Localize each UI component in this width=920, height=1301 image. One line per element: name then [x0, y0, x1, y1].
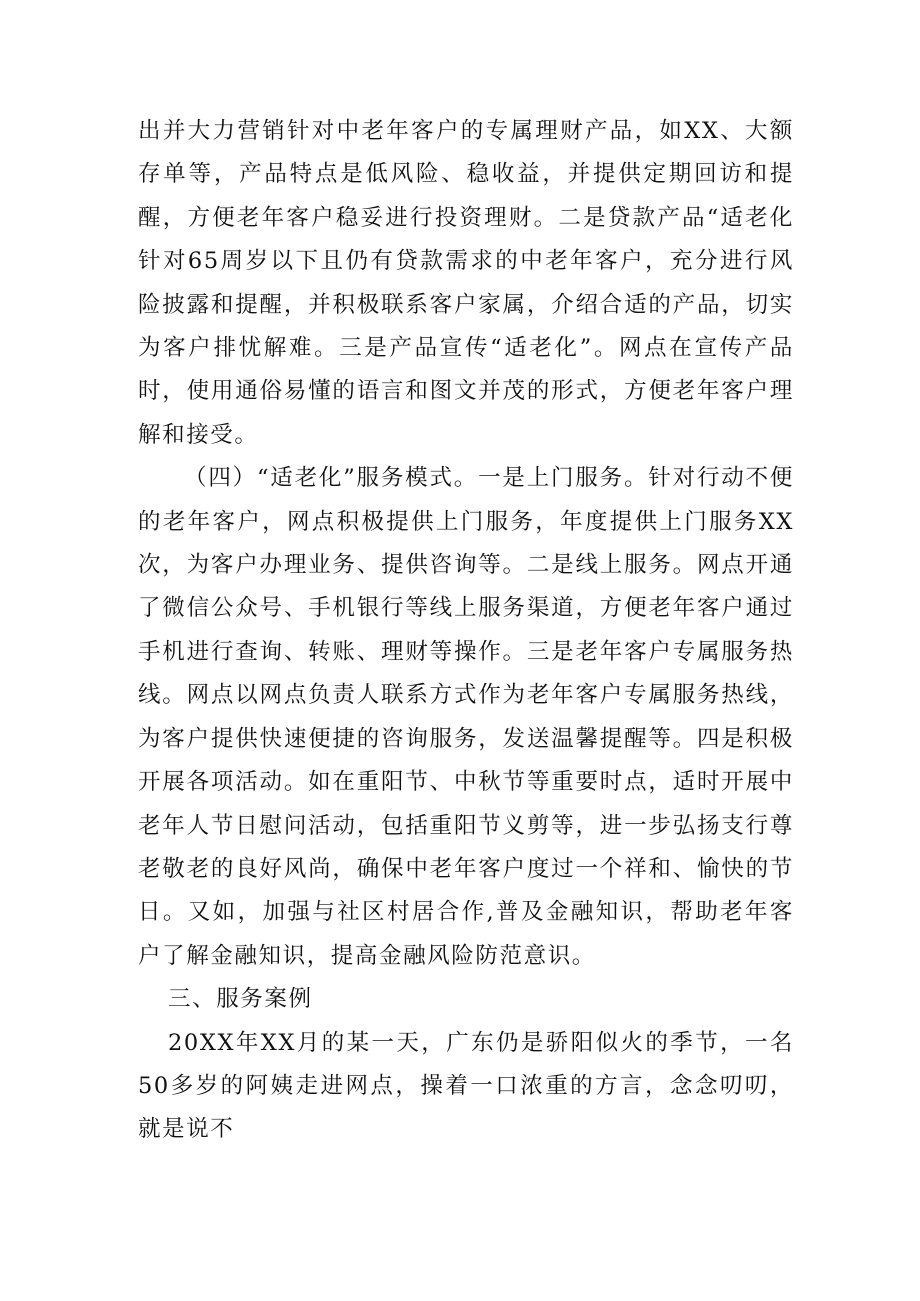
paragraph-products-continued: 出并大力营销针对中老年客户的专属理财产品，如XX、大额存单等，产品特点是低风险、稳收益，并提供定期回访和提醒，方便老年客户稳妥进行投资理财。二是贷款产品“适老化针对65周岁以下且仍有贷款需求的中老年客户，充分进行风险披露和提醒，并积极联系客户家属，介绍合适的产品，切实为客户排忧解难。三是产品宣传“适老化”。网点在宣传产品时，使用通俗易懂的语言和图文并茂的形式，方便老年客户理解和接受。 [138, 118, 794, 448]
paragraph-service-model: （四）“适老化”服务模式。一是上门服务。针对行动不便的老年客户，网点积极提供上门服务，年度提供上门服务XX次，为客户办理业务、提供咨询等。二是线上服务。网点开通了微信公众号、手机银行等线上服务渠道，方便老年客户通过手机进行查询、转账、理财等操作。三是老年客户专属服务热线。网点以网点负责人联系方式作为老年客户专属服务热线，为客户提供快速便捷的咨询服务，发送温馨提醒等。四是积极开展各项活动。如在重阳节、中秋节等重要时点，适时开展中老年人节日慰问活动，包括重阳节义剪等，进一步弘扬支行尊老敬老的良好风尚，确保中老年客户度过一个祥和、愉快的节日。又如，加强与社区村居合作,普及金融知识，帮助老年客户了解金融知识，提高金融风险防范意识。 [138, 465, 794, 969]
paragraph-service-case-story: 20XX年XX月的某一天，广东仍是骄阳似火的季节，一名50多岁的阿姨走进网点，操着一口浓重的方言，念念叨叨，就是说不 [138, 1029, 794, 1143]
section-heading-service-cases: 三、服务案例 [168, 986, 313, 1013]
document-body [138, 110, 794, 1152]
